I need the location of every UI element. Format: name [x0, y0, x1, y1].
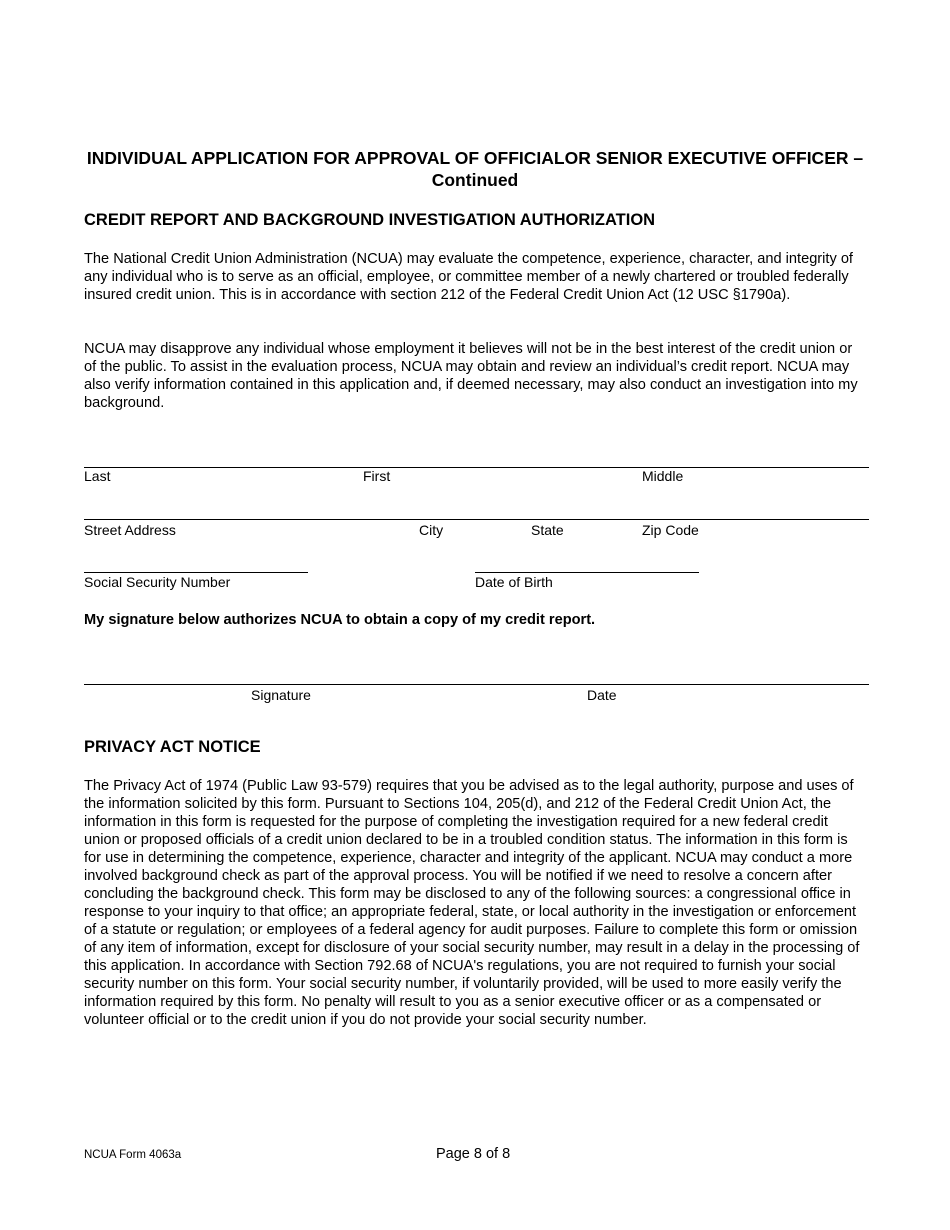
credit-paragraph-1: The National Credit Union Administration (NCUA) may evaluate the competence, experience, character, and integrity of any individual who is to serve as an official, employee, or committee member of a newly chartered or troubled federally insured credit union. This is in accordance with section 212 of the Federal Credit Union Act (12 USC §1790a). — [84, 251, 853, 303]
dob-label: Date of Birth — [475, 574, 553, 590]
first-name-label: First — [363, 468, 391, 484]
signature-line[interactable] — [84, 684, 869, 685]
street-address-label: Street Address — [84, 522, 176, 538]
ssn-line[interactable] — [84, 572, 308, 573]
address-line[interactable] — [84, 519, 869, 520]
date-label: Date — [587, 687, 617, 703]
state-label: State — [531, 522, 564, 538]
privacy-paragraph: The Privacy Act of 1974 (Public Law 93-579) requires that you be advised as to the legal authority, purpose and uses of the information solicited by this form. Pursuant to Sections 104, 205(d), and 212 of the Federal Credit Union Act, the information in this form is requested for the purpose of completing the investigation required for a new federal credit union or proposed officials of a credit union declared to be in a troubled condition status. The information in this form is for use in determining the competence, experience, character and integrity of the applicant. NCUA may conduct a more involved background check as part of the approval process. You will be notified if we need to resolve a concern after concluding the background check. This form may be disclosed to any of the following sources: a congressional office in response to your inquiry to that office; an appropriate federal, state, or local authority in the investigation or enforcement of a statute or regulation; or employees of a federal agency for audit purposes. Failure to complete this form or omission of any item of information, except for disclosure of your social security number, may result in a delay in the processing of this application. In accordance with Section 792.68 of NCUA's regulations, you are not required to furnish your social security number on this form. Your social security number, if voluntarily provided, will be used to more easily verify the information required by this form. No penalty will result to you as a senior executive officer or as a compensated or volunteer official or to the credit union if you do not provide your social security number. — [84, 778, 860, 1028]
dob-line[interactable] — [475, 572, 699, 573]
last-name-label: Last — [84, 468, 111, 484]
page-number: Page 8 of 8 — [436, 1146, 511, 1162]
ssn-label: Social Security Number — [84, 574, 231, 590]
privacy-section-heading: PRIVACY ACT NOTICE — [84, 738, 261, 756]
zip-code-label: Zip Code — [642, 522, 699, 538]
authorization-statement: My signature below authorizes NCUA to obtain a copy of my credit report. — [84, 612, 596, 628]
form-number: NCUA Form 4063a — [84, 1149, 182, 1161]
middle-name-label: Middle — [642, 468, 684, 484]
signature-label: Signature — [251, 687, 311, 703]
name-line[interactable] — [84, 467, 869, 468]
city-label: City — [419, 522, 444, 538]
credit-section-heading: CREDIT REPORT AND BACKGROUND INVESTIGATION AUTHORIZATION — [84, 211, 656, 229]
credit-paragraph-2: NCUA may disapprove any individual whose employment it believes will not be in the best interest of the credit union or of the public. To assist in the evaluation process, NCUA may obtain and review an individual’s credit report. NCUA may also verify information contained in this application and, if deemed necessary, may also conduct an investigation into my background. — [84, 341, 858, 411]
page-title: INDIVIDUAL APPLICATION FOR APPROVAL OF OFFICIALOR SENIOR EXECUTIVE OFFICER – Continued — [86, 148, 864, 190]
